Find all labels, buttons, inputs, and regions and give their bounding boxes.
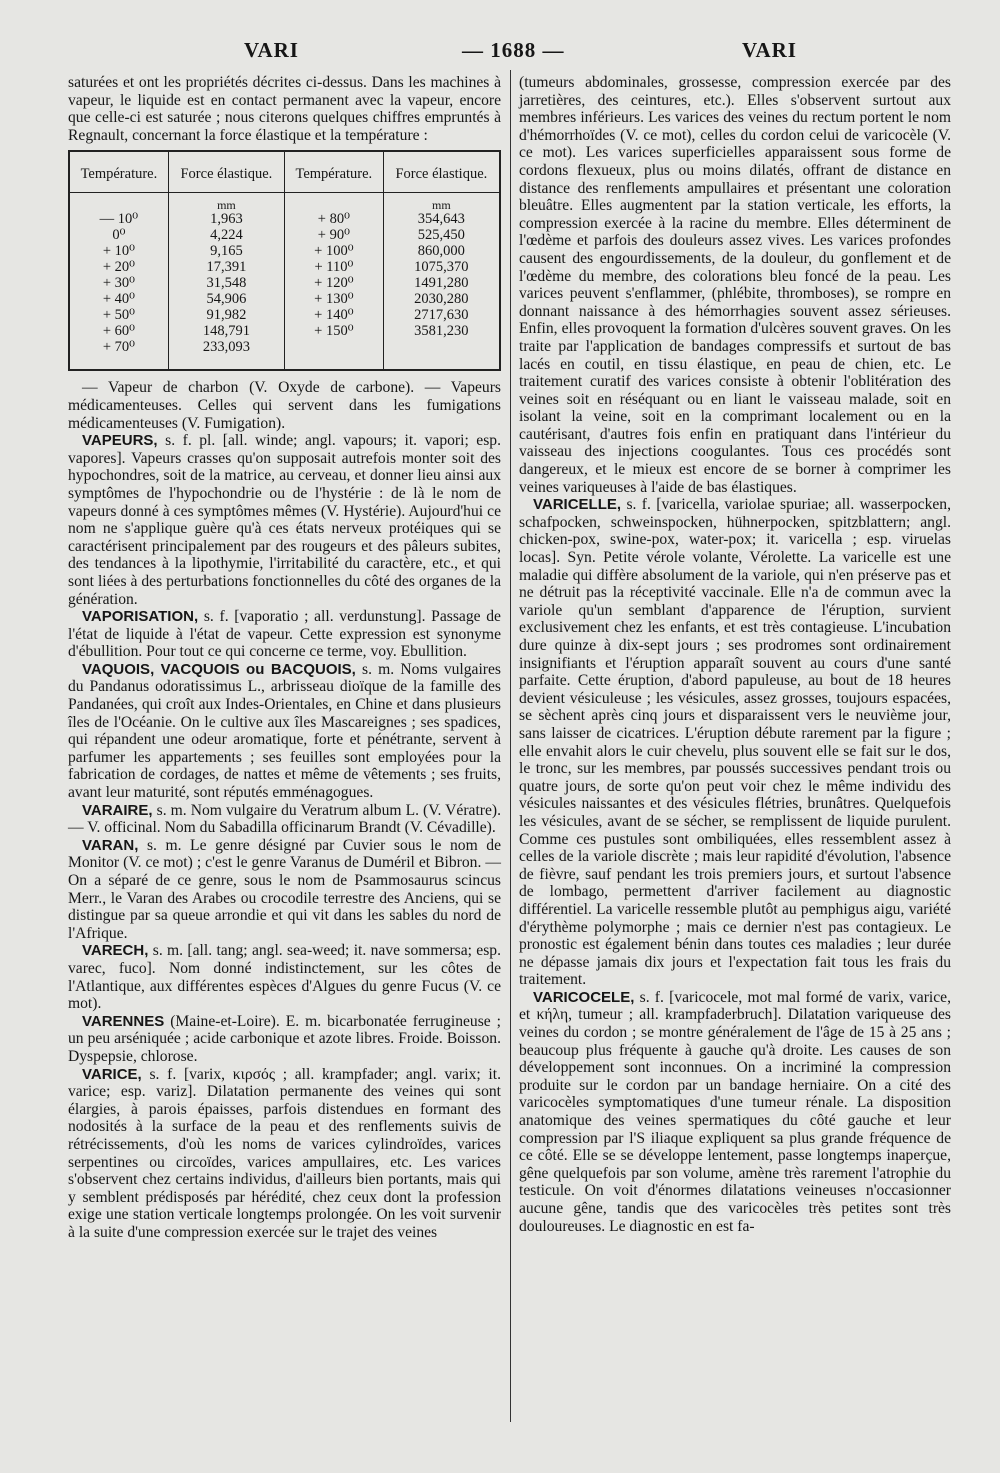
table-cell: + 30⁰ [69, 275, 168, 291]
table-header-row [69, 151, 500, 193]
table-cell: + 90⁰ [284, 227, 383, 243]
table-cell: 0⁰ [69, 227, 168, 243]
headword: VARICELLE, [533, 496, 622, 514]
headword: VARICE, [82, 1065, 142, 1083]
table-cell: + 140⁰ [284, 307, 383, 323]
table-cell: + 100⁰ [284, 243, 383, 259]
running-head-right: VARI [742, 38, 797, 62]
table-cell: 31,548 [168, 275, 284, 291]
table-row [69, 243, 500, 259]
table-cell: 4,224 [168, 227, 284, 243]
table-cell: + 130⁰ [284, 291, 383, 307]
headword: VARAN, [82, 836, 139, 854]
headword: VAPEURS, [82, 432, 158, 450]
headword: VARAIRE, [82, 801, 153, 819]
definition: s. m. Nom vulgaire du Veratrum album L. (V. Vératre). — V. officinal. Nom du Sabadilla officinarum Brandt (V. Cévadille). [68, 801, 501, 837]
definition: s. m. Le genre désigné par Cuvier sous le nom de Monitor (V. ce mot) ; c'est le genre Varanus de Duméril et Bibron. — On a séparé de ce genre, sous le nom de Psammosaurus scincus Merr., le Varan des Arabes ou crocodile terrestre des Anciens, qui se distingue par sa queue arrondie et qui vit dans les sables du nord de l'Afrique. [68, 836, 501, 942]
table-row [69, 323, 500, 339]
column-divider [510, 70, 511, 1422]
headword: VARENNES [82, 1012, 165, 1030]
entry-vaporisation [68, 608, 501, 661]
entry-varicelle [519, 496, 951, 989]
definition: s. f. [varicocele, mot mal formé de varix, varice, et κήλη, tumeur ; all. krampfaderbruch]. Dilatation variqueuse des veines du cordon ; se montre généralement de l'âge de 15 à 25 ans ; beaucoup plus fréquente à gauche qu'à droite. Les causes de son développement sont inconnues. On a incriminé la compression produite sur le cordon par un bandage herniaire. On a cité des varicocèles symptomatiques d'une tumeur rénale. La disposition anatomique des veines spermatiques du côté gauche et leur compression par l'S iliaque expliquent sa plus grande fréquence de ce côté. Elle se se développe lentement, passe longtemps inaperçue, gêne quelquefois par son volume, amène très rarement l'atrophie du testicule. On voit d'énormes dilatations veineuses n'occasionner aucune gêne, tandis que des varicocèles très petites sont très douloureuses. Le diagnostic en est fa- [519, 988, 951, 1235]
table-cell: 148,791 [168, 323, 284, 339]
table-body [69, 193, 500, 371]
table-cell: 1,963 [168, 211, 284, 227]
table-cell: + 60⁰ [69, 323, 168, 339]
table-cell: + 40⁰ [69, 291, 168, 307]
entry-varan [68, 837, 501, 943]
definition: (Maine-et-Loire). E. m. bicarbonatée ferrugineuse ; un peu arséniquée ; acide carbonique et azote libres. Froide. Boisson. Dyspepsie, chlorose. [68, 1012, 501, 1065]
vapor-pressure-table [68, 150, 501, 371]
table-cell: — 10⁰ [69, 211, 168, 227]
headword: VARICOCELE, [533, 988, 635, 1006]
table-cell [284, 339, 383, 370]
definition: s. f. [vaporatio ; all. verdunstung]. Passage de l'état de liquide à l'état de vapeur. Cette expression est synonyme d'ébullition. Pour tout ce qui concerne ce terme, voy. Ebullition. [68, 608, 501, 661]
entry-varaire [68, 802, 501, 837]
page-number: — 1688 — [462, 38, 565, 62]
table-header: Température. [284, 151, 383, 193]
entry-continuation: (tumeurs abdominales, grossesse, compression exercée par des jarretières, des ceintures, etc.). Elles s'observent surtout aux membres inférieurs. Les varices des veines du rectum portent le nom d'hémorrhoïdes (V. ce mot), celles du cordon celui de varicocèle (V. ce mot). Les varices superficielles apparaissent sous forme de cordons flexueux, plus ou moins dilatés, offrant de distance en distance des renflements ampullaires et présentant une coloration bleuâtre. Elles augmentent par la station verticale, les efforts, la compression exercée à la racine du membre. Elles déterminent de l'œdème et parfois des douleurs assez vives. Les varices profondes causent des engourdissements, de la douleur, du gonflement et de l'œdème du membre, des colorations bleu foncé de la peau. Les varices peuvent s'enflammer, (phlébite, thromboses), se rompre en donnant naissance à des hémorrhagies souvent assez sérieuses. Enfin, elles provoquent la formation d'ulcères souvent graves. On les traite par l'application de bandages compressifs et surtout de bas lacés en coutil, en tissu élastique, en peau de chien, etc. Le traitement curatif des varices consiste à obtenir l'oblitération des veines soit en réséquant ou en liant le vaisseau malade, soit en isolant la veine, soit en la comprimant localement ou en la cautérisant, d'autres fois enfin en pratiquant dans l'intérieur du vaisseau des injections coogulantes. Tous ces procédés sont dangereux, et le mieux est encore de se borner à comprimer les veines variqueuses à l'aide de bas élastiques. [519, 74, 951, 496]
definition: s. m. Noms vulgaires du Pandanus odoratissimus L., arbrisseau dioïque de la famille des Pandanées, qui croît aux Indes-Orientales, en Chine et dans plusieurs îles de l'Océanie. On le cultive aux îles Mascareignes ; ses spadices, qui répandent une odeur aromatique, forte et pénétrante, servent à parfumer les appartements ; ses feuilles sont employées pour la fabrication de cordages, de nattes et même de vêtements ; ses fruits, avant leur maturité, sont réputés emménagogues. [68, 660, 501, 802]
table-cell: + 120⁰ [284, 275, 383, 291]
entry-varicocele [519, 989, 951, 1235]
table-cell: 233,093 [168, 339, 284, 370]
table-cell: 3581,230 [383, 323, 500, 339]
table-header: Force élastique. [383, 151, 500, 193]
table-cell: 525,450 [383, 227, 500, 243]
running-head-left: VARI [244, 38, 299, 62]
table-cell: 54,906 [168, 291, 284, 307]
entry-varice [68, 1066, 501, 1242]
table-cell: 17,391 [168, 259, 284, 275]
headword: VAPORISATION, [82, 608, 199, 626]
entry-continuation: saturées et ont les propriétés décrites ci-dessus. Dans les machines à vapeur, le liquide est en contact permanent avec la vapeur, encore que celle-ci est saturée ; nous citerons quelques chiffres empruntés à Regnault, concernant la force élastique et la température : [68, 74, 501, 144]
left-column [68, 74, 501, 1241]
table-row [69, 307, 500, 323]
table-cell: 1075,370 [383, 259, 500, 275]
definition: s. f. [varix, κιρσός ; all. krampfader; angl. varix; it. varice; esp. variz]. Dilatation permanente des veines qui sont élargies, à parois épaisses, parfois distendues en formant des nodosités à la surface de la peau et des renflements suivis de rétrécissements, d'où les noms de varices cylindroïdes, varices serpentines ou circoïdes, varices ampullaires, etc. Les varices s'observent chez certains individus, d'ailleurs bien portants, mais qui y semblent prédisposés par hérédité, chez ceux dont la profession exige une station verticale longtemps prolongée. On les voit survenir à la suite d'une compression exercée sur le trajet des veines [68, 1065, 501, 1241]
table-row [69, 275, 500, 291]
table-unit-row [69, 193, 500, 212]
table-cell: + 70⁰ [69, 339, 168, 370]
table-header: Température. [69, 151, 168, 193]
table-cell: + 50⁰ [69, 307, 168, 323]
entry-vaquois [68, 661, 501, 802]
definition: s. f. pl. [all. winde; angl. vapours; it. vapori; esp. vapores]. Vapeurs crasses qu'on supposait autrefois monter soit des hypochondres, soit de la matrice, au cerveau, et donner lieu ainsi aux symptômes de l'hypochondrie ou de l'hystérie : de là le nom de vapeurs donné à ces symptômes mêmes (V. Hystérie). Aujourd'hui ce nom ne s'applique guère qu'à ces états nerveux protéiques qui se caractérisent principalement par des rougeurs et des pâleurs subites, des tendances à la lipothymie, l'irritabilité du caractère, etc., et qui sont liées à des perturbations fonctionnelles du côté des organes de la génération. [68, 432, 501, 608]
table-cell: 1491,280 [383, 275, 500, 291]
table-cell: + 20⁰ [69, 259, 168, 275]
unit-label: mm [168, 193, 284, 212]
table-row [69, 339, 500, 370]
table-cell: 860,000 [383, 243, 500, 259]
table-row [69, 291, 500, 307]
table-cell [383, 339, 500, 370]
unit-label: mm [383, 193, 500, 212]
headword: VARECH, [82, 942, 149, 960]
headword: VAQUOIS, VACQUOIS ou BACQUOIS, [82, 660, 356, 678]
table-cell: + 80⁰ [284, 211, 383, 227]
table-cell: 91,982 [168, 307, 284, 323]
right-column [519, 74, 951, 1235]
table-row [69, 259, 500, 275]
table-cell: 354,643 [383, 211, 500, 227]
table-cell: + 150⁰ [284, 323, 383, 339]
entry-varennes [68, 1013, 501, 1066]
definition: s. m. [all. tang; angl. sea-weed; it. nave sommersa; esp. varec, fuco]. Nom donné indistinctement, sur les côtes de l'Atlantique, aux différentes espèces d'Algues du genre Fucus (V. ce mot). [68, 942, 501, 1013]
table-cell: + 110⁰ [284, 259, 383, 275]
table-row [69, 227, 500, 243]
entry-vapeurs [68, 432, 501, 608]
entry-varech [68, 942, 501, 1012]
table-cell: 2717,630 [383, 307, 500, 323]
table-cell: 2030,280 [383, 291, 500, 307]
table-row [69, 211, 500, 227]
table-cell: + 10⁰ [69, 243, 168, 259]
definition: s. f. [varicella, variolae spuriae; all. wasserpocken, schafpocken, schweinspocken, hühnerpocken, spitzblattern; angl. chicken-pox, swine-pox, water-pox; it. varicella ; esp. viruelas locas]. Syn. Petite vérole volante, Vérolette. La varicelle est une maladie qui diffère absolument de la variole, qui n'en préserve pas et ne détruit pas la réceptivité vaccinale. Elle n'a de commun avec la variole qu'un semblant d'apparence de l'éruption, survient exclusivement chez les enfants, et est très contagieuse. L'incubation dure quinze à dix-sept jours ; ses prodromes sont ordinairement insignifiants et l'éruption apparaît souvent au cours d'une santé parfaite. Cette éruption, d'abord papuleuse, au bout de 18 heures devient vésiculeuse ; les vésicules, assez grosses, toujours espacées, se sèchent après cinq jours et disparaissent vers le neuvième jour, sans laisser de cicatrices. L'éruption débute rarement par la figure ; elle envahit alors le cuir chevelu, plus souvent elle se fait sur le dos, le tronc, sur les membres, par poussés successives pendant trois ou quatre jours, de sorte qu'on peut voir chez le même individu des vésicules naissantes et des vésicules flétries, brunâtres. Quelquefois les vésicules, avant de se sécher, se remplissent de liquide purulent. Comme ces pustules sont ombiliquées, elles ressemblent assez à celles de la variole discrète ; mais leur rapidité d'évolution, l'absence de fièvre, sauf pendant les trois premiers jours, et surtout l'absence de lombago, permettent d'arriver facilement au diagnostic différentiel. La varicelle ressemble plutôt au pemphigus aigu, variété d'érythème polymorphe ; mais ce dernier n'est pas contagieux. Le pronostic est également bénin dans toutes ces maladies ; leur durée ne dépasse jamais dix jours et l'expectation fait tous les frais du traitement. [519, 496, 951, 989]
table-cell: 9,165 [168, 243, 284, 259]
table-header: Force élastique. [168, 151, 284, 193]
entry-vapeur-charbon: — Vapeur de charbon (V. Oxyde de carbone). — Vapeurs médicamenteuses. Celles qui servent dans les fumigations médicamenteuses (V. Fumigation). [68, 379, 501, 432]
